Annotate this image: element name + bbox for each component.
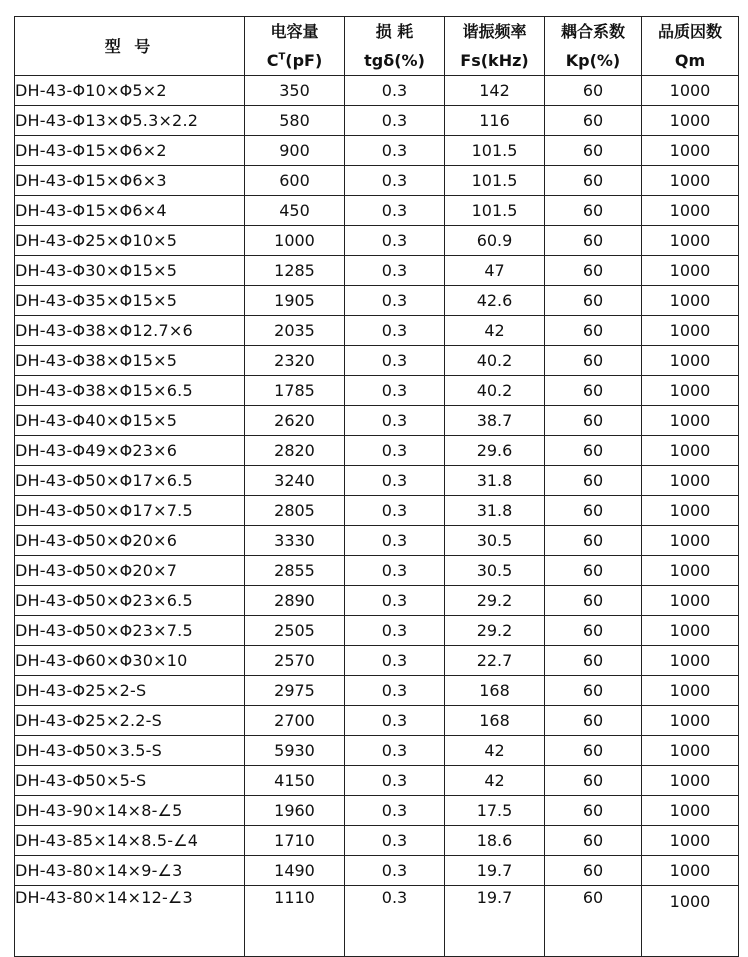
cell-quality: 1000 [642,766,739,796]
cell-quality: 1000 [642,136,739,166]
cell-quality: 1000 [642,856,739,886]
table-row [15,436,739,466]
cell-model: DH-43-80×14×9-∠3 [15,856,245,886]
table-row [15,406,739,436]
header-capacitance-symbol: C [266,51,279,70]
cell-capacitance: 580 [245,106,345,136]
cell-frequency: 42 [445,766,545,796]
cell-loss: 0.3 [345,586,445,616]
table-row [15,376,739,406]
cell-frequency: 42 [445,736,545,766]
cell-loss: 0.3 [345,526,445,556]
cell-quality: 1000 [642,346,739,376]
cell-quality: 1000 [642,886,739,957]
cell-model: DH-43-Φ15×Φ6×4 [15,196,245,226]
cell-model: DH-43-Φ15×Φ6×2 [15,136,245,166]
cell-loss: 0.3 [345,286,445,316]
cell-quality: 1000 [642,706,739,736]
table-row [15,706,739,736]
cell-quality: 1000 [642,586,739,616]
cell-capacitance: 2975 [245,676,345,706]
cell-quality: 1000 [642,466,739,496]
header-quality [642,17,739,76]
cell-capacitance: 1490 [245,856,345,886]
cell-quality: 1000 [642,166,739,196]
cell-loss: 0.3 [345,496,445,526]
table-row [15,316,739,346]
table-body [15,76,739,957]
cell-loss: 0.3 [345,826,445,856]
cell-capacitance: 1000 [245,226,345,256]
header-frequency-unit: Fs(kHz) [460,51,529,70]
header-quality-unit: Qm [674,51,706,70]
cell-coupling: 60 [545,616,642,646]
table-row [15,526,739,556]
header-coupling-label: 耦合系数 [560,22,625,41]
cell-model: DH-43-Φ25×2.2-S [15,706,245,736]
cell-quality: 1000 [642,646,739,676]
header-capacitance-label: 电容量 [270,22,319,41]
cell-loss: 0.3 [345,646,445,676]
cell-coupling: 60 [545,676,642,706]
cell-quality: 1000 [642,616,739,646]
cell-capacitance: 1110 [245,886,345,957]
cell-model: DH-43-85×14×8.5-∠4 [15,826,245,856]
cell-frequency: 17.5 [445,796,545,826]
cell-capacitance: 2805 [245,496,345,526]
table-row [15,226,739,256]
cell-frequency: 31.8 [445,496,545,526]
cell-capacitance: 2570 [245,646,345,676]
cell-frequency: 19.7 [445,886,545,957]
cell-coupling: 60 [545,646,642,676]
cell-capacitance: 2700 [245,706,345,736]
cell-quality: 1000 [642,316,739,346]
cell-loss: 0.3 [345,316,445,346]
cell-model: DH-43-Φ50×5-S [15,766,245,796]
cell-coupling: 60 [545,526,642,556]
cell-loss: 0.3 [345,886,445,957]
cell-quality: 1000 [642,676,739,706]
cell-frequency: 142 [445,76,545,106]
cell-model: DH-43-Φ30×Φ15×5 [15,256,245,286]
cell-frequency: 18.6 [445,826,545,856]
table-row [15,766,739,796]
cell-loss: 0.3 [345,226,445,256]
cell-model: DH-43-Φ50×Φ23×6.5 [15,586,245,616]
header-capacitance-sup: T [278,51,286,63]
cell-coupling: 60 [545,706,642,736]
cell-model: DH-43-Φ25×Φ10×5 [15,226,245,256]
cell-frequency: 40.2 [445,376,545,406]
cell-capacitance: 600 [245,166,345,196]
cell-frequency: 42 [445,316,545,346]
header-capacitance-unit [245,46,344,75]
cell-coupling: 60 [545,436,642,466]
cell-frequency: 29.2 [445,586,545,616]
cell-capacitance: 3330 [245,526,345,556]
cell-model: DH-43-Φ50×Φ23×7.5 [15,616,245,646]
cell-loss: 0.3 [345,406,445,436]
cell-coupling: 60 [545,256,642,286]
cell-quality: 1000 [642,76,739,106]
cell-loss: 0.3 [345,376,445,406]
cell-quality: 1000 [642,226,739,256]
cell-model: DH-43-Φ50×Φ17×6.5 [15,466,245,496]
cell-frequency: 168 [445,706,545,736]
table-row [15,586,739,616]
cell-model: DH-43-Φ10×Φ5×2 [15,76,245,106]
header-quality-label: 品质因数 [657,22,722,41]
header-loss-unit: tgδ(%) [364,51,425,70]
table-row [15,496,739,526]
table-row [15,676,739,706]
cell-quality: 1000 [642,826,739,856]
table-row [15,826,739,856]
cell-coupling: 60 [545,196,642,226]
cell-frequency: 38.7 [445,406,545,436]
table-row [15,256,739,286]
cell-capacitance: 3240 [245,466,345,496]
cell-coupling: 60 [545,226,642,256]
cell-coupling: 60 [545,76,642,106]
cell-frequency: 22.7 [445,646,545,676]
cell-frequency: 101.5 [445,166,545,196]
cell-loss: 0.3 [345,166,445,196]
table-row [15,856,739,886]
cell-quality: 1000 [642,406,739,436]
cell-model: DH-43-Φ50×Φ17×7.5 [15,496,245,526]
cell-loss: 0.3 [345,856,445,886]
cell-model: DH-43-Φ49×Φ23×6 [15,436,245,466]
cell-capacitance: 900 [245,136,345,166]
cell-loss: 0.3 [345,676,445,706]
cell-frequency: 116 [445,106,545,136]
cell-model: DH-43-Φ13×Φ5.3×2.2 [15,106,245,136]
table-row [15,166,739,196]
header-loss [345,17,445,76]
cell-quality: 1000 [642,796,739,826]
table-row [15,76,739,106]
cell-capacitance: 5930 [245,736,345,766]
cell-loss: 0.3 [345,136,445,166]
cell-coupling: 60 [545,766,642,796]
cell-quality: 1000 [642,106,739,136]
cell-model: DH-43-Φ50×Φ20×6 [15,526,245,556]
cell-model: DH-43-Φ38×Φ12.7×6 [15,316,245,346]
cell-capacitance: 1905 [245,286,345,316]
cell-quality: 1000 [642,436,739,466]
cell-quality: 1000 [642,256,739,286]
cell-capacitance: 4150 [245,766,345,796]
cell-coupling: 60 [545,166,642,196]
spec-table [14,16,739,957]
cell-quality: 1000 [642,556,739,586]
cell-capacitance: 1285 [245,256,345,286]
cell-quality: 1000 [642,376,739,406]
header-loss-label: 损 耗 [375,22,414,41]
cell-coupling: 60 [545,286,642,316]
table-row [15,106,739,136]
header-model [15,17,245,76]
cell-quality: 1000 [642,196,739,226]
cell-capacitance: 2820 [245,436,345,466]
cell-loss: 0.3 [345,736,445,766]
header-model-label: 型 号 [104,36,155,56]
cell-model: DH-43-Φ25×2-S [15,676,245,706]
cell-coupling: 60 [545,466,642,496]
cell-coupling: 60 [545,826,642,856]
cell-capacitance: 450 [245,196,345,226]
header-coupling [545,17,642,76]
cell-capacitance: 1710 [245,826,345,856]
header-frequency-label: 谐振频率 [462,22,527,41]
cell-coupling: 60 [545,346,642,376]
cell-frequency: 101.5 [445,136,545,166]
cell-frequency: 29.2 [445,616,545,646]
cell-coupling: 60 [545,406,642,436]
table-row [15,556,739,586]
cell-capacitance: 2505 [245,616,345,646]
cell-coupling: 60 [545,136,642,166]
cell-coupling: 60 [545,886,642,957]
cell-model: DH-43-Φ50×Φ20×7 [15,556,245,586]
cell-loss: 0.3 [345,616,445,646]
cell-frequency: 101.5 [445,196,545,226]
cell-coupling: 60 [545,316,642,346]
cell-coupling: 60 [545,496,642,526]
table-row [15,646,739,676]
cell-loss: 0.3 [345,436,445,466]
cell-quality: 1000 [642,736,739,766]
table-header [15,17,739,76]
table-row [15,466,739,496]
table-row [15,346,739,376]
cell-coupling: 60 [545,736,642,766]
cell-capacitance: 2320 [245,346,345,376]
cell-capacitance: 350 [245,76,345,106]
cell-loss: 0.3 [345,196,445,226]
cell-capacitance: 2855 [245,556,345,586]
cell-frequency: 40.2 [445,346,545,376]
cell-model: DH-43-Φ50×3.5-S [15,736,245,766]
cell-coupling: 60 [545,556,642,586]
header-frequency [445,17,545,76]
cell-loss: 0.3 [345,466,445,496]
cell-model: DH-43-Φ40×Φ15×5 [15,406,245,436]
header-coupling-unit: Kp(%) [565,51,621,70]
table-row [15,616,739,646]
cell-capacitance: 2620 [245,406,345,436]
table-row [15,796,739,826]
cell-loss: 0.3 [345,256,445,286]
cell-quality: 1000 [642,496,739,526]
cell-frequency: 168 [445,676,545,706]
cell-model: DH-43-Φ15×Φ6×3 [15,166,245,196]
cell-frequency: 30.5 [445,526,545,556]
cell-model: DH-43-Φ38×Φ15×6.5 [15,376,245,406]
cell-quality: 1000 [642,526,739,556]
cell-loss: 0.3 [345,106,445,136]
cell-coupling: 60 [545,856,642,886]
cell-coupling: 60 [545,586,642,616]
cell-quality: 1000 [642,286,739,316]
cell-capacitance: 2890 [245,586,345,616]
cell-loss: 0.3 [345,796,445,826]
cell-frequency: 47 [445,256,545,286]
cell-frequency: 42.6 [445,286,545,316]
cell-capacitance: 1785 [245,376,345,406]
cell-coupling: 60 [545,106,642,136]
cell-frequency: 29.6 [445,436,545,466]
cell-model: DH-43-Φ60×Φ30×10 [15,646,245,676]
header-row [15,17,739,76]
cell-coupling: 60 [545,796,642,826]
cell-frequency: 31.8 [445,466,545,496]
cell-loss: 0.3 [345,766,445,796]
cell-model: DH-43-Φ35×Φ15×5 [15,286,245,316]
table-row [15,196,739,226]
table-row [15,736,739,766]
table-row [15,886,739,957]
cell-capacitance: 2035 [245,316,345,346]
header-capacitance [245,17,345,76]
cell-capacitance: 1960 [245,796,345,826]
cell-loss: 0.3 [345,346,445,376]
cell-loss: 0.3 [345,706,445,736]
cell-model: DH-43-90×14×8-∠5 [15,796,245,826]
table-row [15,136,739,166]
cell-loss: 0.3 [345,556,445,586]
header-capacitance-rest: (pF) [285,51,323,70]
cell-model: DH-43-Φ38×Φ15×5 [15,346,245,376]
table-row [15,286,739,316]
cell-frequency: 30.5 [445,556,545,586]
cell-model: DH-43-80×14×12-∠3 [15,886,245,957]
cell-frequency: 60.9 [445,226,545,256]
cell-coupling: 60 [545,376,642,406]
cell-frequency: 19.7 [445,856,545,886]
cell-loss: 0.3 [345,76,445,106]
